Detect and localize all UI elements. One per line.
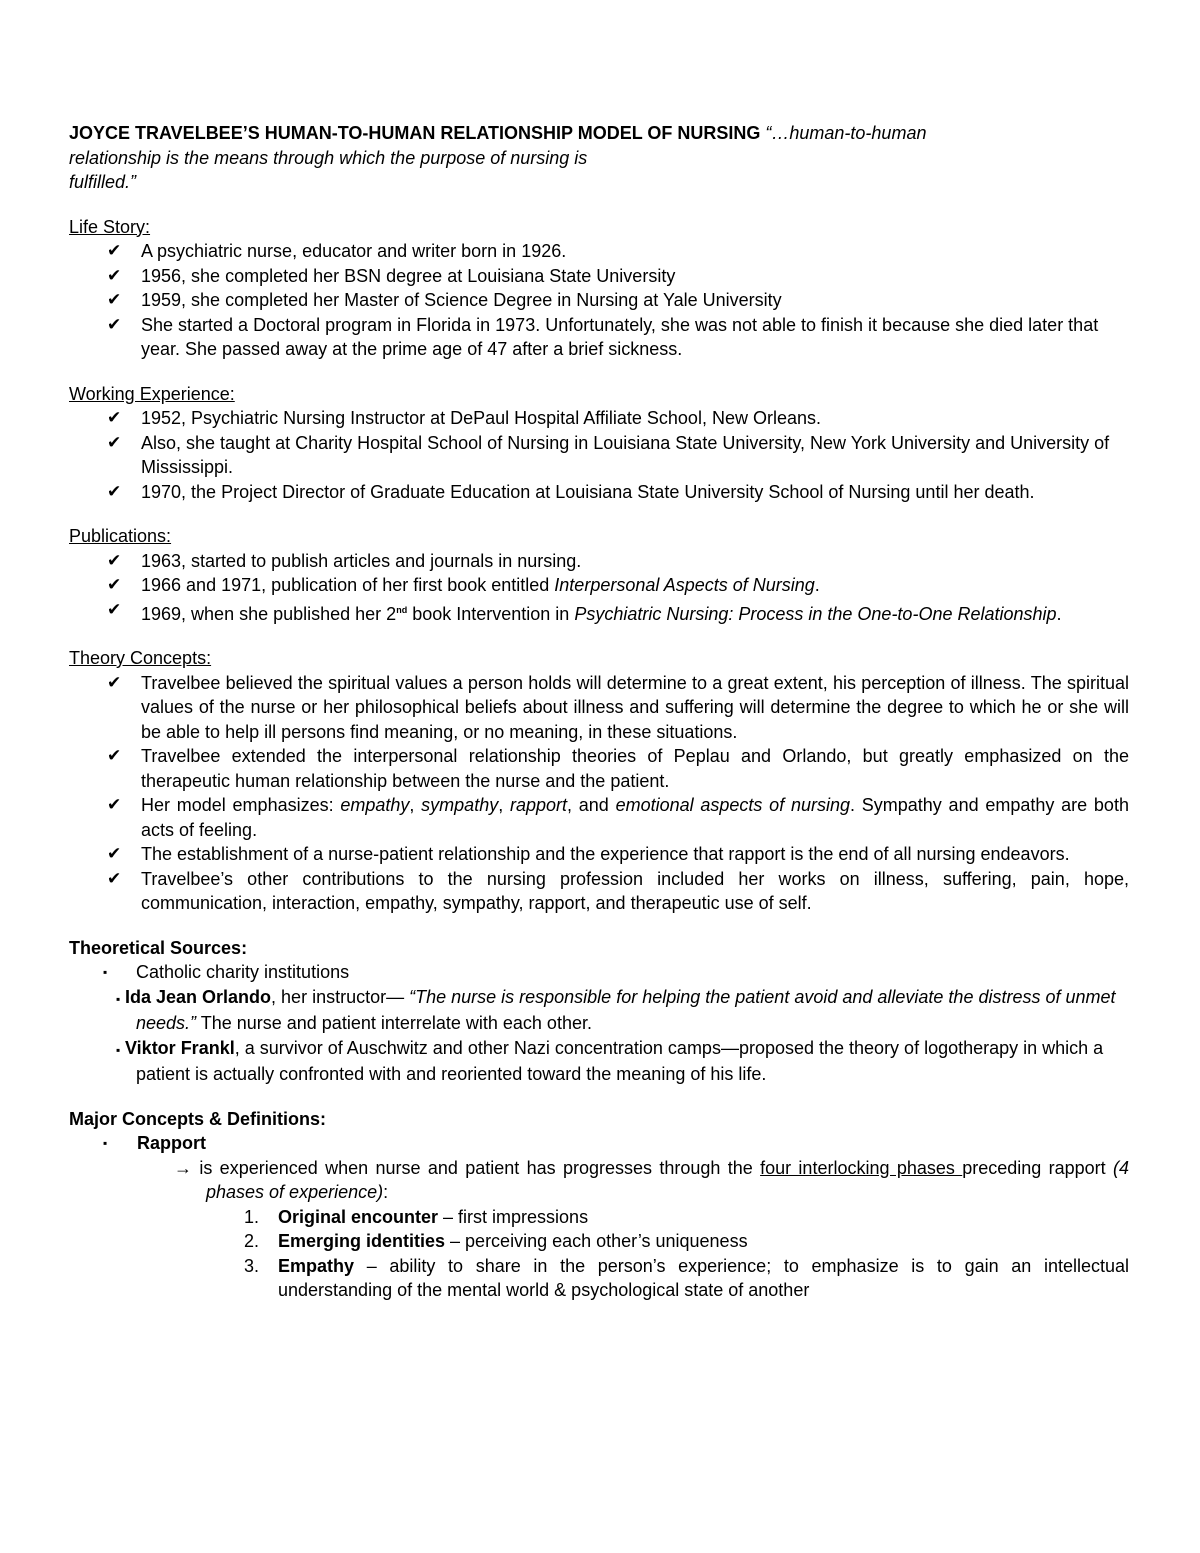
check-icon: ✔ <box>107 314 122 335</box>
check-icon: ✔ <box>107 265 122 286</box>
working-experience-heading: Working Experience: <box>69 383 235 404</box>
theoretical-sources-section <box>69 936 1129 1087</box>
document-page <box>69 121 1129 1303</box>
life-story-heading: Life Story: <box>69 216 151 237</box>
list-item: ✔ Travelbee believed the spiritual values a person holds will determine to a great extent, his perception of illness. The spiritual values of the nurse or her philosophical beliefs about illness and suffering will determine the degree to which he or she will be able to help ill persons find meaning, or no meaning, in these situations. <box>107 672 1129 742</box>
list-item: ✔ Travelbee’s other contributions to the nursing profession included her works on illness, suffering, pain, hope, communication, interaction, empathy, sympathy, rapport, and therapeutic use of self. <box>107 868 1129 913</box>
list-item: ✔ 1969, when she published her 2nd book Intervention in Psychiatric Nursing: Process in the One-to-One Relationship. <box>107 599 1062 624</box>
major-concepts-section <box>69 1107 1129 1303</box>
list-item: ✔ Her model emphasizes: empathy, sympathy, rapport, and emotional aspects of nursing. Sympathy and empathy are both acts of feeling. <box>107 795 1129 840</box>
check-icon: ✔ <box>107 550 122 571</box>
check-icon: ✔ <box>107 672 122 693</box>
list-item: ✔ 1966 and 1971, publication of her first book entitled Interpersonal Aspects of Nursing. <box>69 573 1129 598</box>
rapport-item: ▪ Rapport <box>69 1131 1129 1156</box>
publications-section <box>69 524 1129 626</box>
list-item: ✔ 1963, started to publish articles and journals in nursing. <box>69 549 1129 574</box>
title-quote-part3: fulfilled.” <box>69 172 137 192</box>
check-icon: ✔ <box>107 481 122 502</box>
list-item: 1. Original encounter – first impressions <box>244 1206 589 1227</box>
check-icon: ✔ <box>107 795 122 815</box>
phases-list <box>69 1205 1129 1303</box>
check-icon: ✔ <box>107 432 122 453</box>
list-item: ✔ 1970, the Project Director of Graduate Education at Louisiana State University School of Nursing until her death. <box>69 480 1129 505</box>
check-icon: ✔ <box>107 599 122 620</box>
list-item: ✔ Travelbee extended the interpersonal relationship theories of Peplau and Orlando, but greatly emphasized on the therapeutic human relationship between the nurse and the patient. <box>107 746 1129 791</box>
publications-heading: Publications: <box>69 526 172 546</box>
list-item: ✔ 1956, she completed her BSN degree at Louisiana State University <box>69 264 1129 289</box>
check-icon: ✔ <box>107 408 122 428</box>
rapport-definition: → is experienced when nurse and patient has progresses through the four interlocking phases preceding rapport (4 phases of experience): <box>174 1157 1129 1202</box>
check-icon: ✔ <box>107 844 122 864</box>
list-item: ▪ Ida Jean Orlando, her instructor— “The nurse is responsible for helping the patient avoid and alleviate the distress of unmet needs.” The nurse and patient interrelate with each other. <box>116 986 1116 1033</box>
theory-concepts-heading: Theory Concepts: <box>69 648 212 668</box>
working-experience-section <box>69 382 1129 505</box>
list-item: ▪ Catholic charity institutions <box>69 960 1129 985</box>
list-item: ▪ Viktor Frankl, a survivor of Auschwitz and other Nazi concentration camps—proposed the theory of logotherapy in which a patient is actually confronted with and reoriented toward the meaning of his life. <box>116 1037 1104 1084</box>
list-item: ✔ She started a Doctoral program in Florida in 1973. Unfortunately, she was not able to finish it because she died later that year. She passed away at the prime age of 47 after a brief sickness. <box>107 314 1099 359</box>
life-story-section <box>69 215 1129 362</box>
list-item: ✔ The establishment of a nurse-patient relationship and the experience that rapport is the end of all nursing endeavors. <box>69 842 1129 867</box>
bullet-icon: ▪ <box>103 965 108 979</box>
check-icon: ✔ <box>107 868 122 889</box>
check-icon: ✔ <box>107 575 122 595</box>
list-item: ✔ 1959, she completed her Master of Science Degree in Nursing at Yale University <box>69 288 1129 313</box>
theory-concepts-section <box>69 646 1129 916</box>
bullet-icon: ▪ <box>116 991 121 1006</box>
title-heading: JOYCE TRAVELBEE’S HUMAN-TO-HUMAN RELATIONSHIP MODEL OF NURSING <box>69 123 761 143</box>
list-item: ✔ A psychiatric nurse, educator and writer born in 1926. <box>69 239 1129 264</box>
title-quote-part2: relationship is the means through which the purpose of nursing is <box>69 147 588 168</box>
theoretical-sources-heading: Theoretical Sources: <box>69 937 248 958</box>
check-icon: ✔ <box>107 241 122 261</box>
list-item: 2. Emerging identities – perceiving each other’s uniqueness <box>244 1231 748 1251</box>
list-item: 3. Empathy – ability to share in the person’s experience; to emphasize is to gain an intellectual understanding of the mental world & psychological state of another <box>244 1255 1129 1300</box>
bullet-icon: ▪ <box>116 1042 121 1057</box>
check-icon: ✔ <box>107 290 122 310</box>
check-icon: ✔ <box>107 746 122 766</box>
bullet-icon: ▪ <box>103 1136 108 1150</box>
document-title <box>69 121 1129 195</box>
list-item: ✔ Also, she taught at Charity Hospital School of Nursing in Louisiana State University, New York University and University of Mississippi. <box>107 432 1110 477</box>
list-item: ✔ 1952, Psychiatric Nursing Instructor at DePaul Hospital Affiliate School, New Orleans. <box>69 406 1129 431</box>
title-quote-part1: “…human-to-human <box>765 123 927 143</box>
major-concepts-heading: Major Concepts & Definitions: <box>69 1108 327 1129</box>
